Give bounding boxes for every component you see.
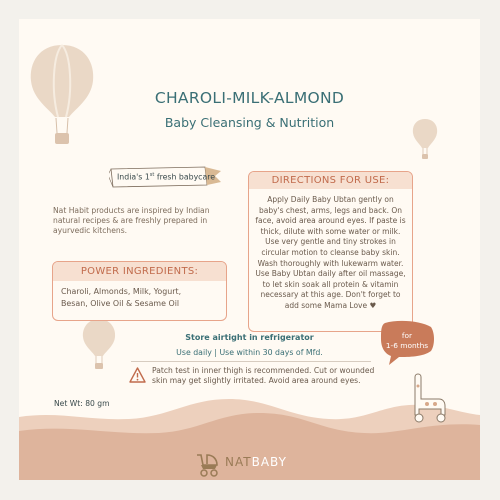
- ribbon-text: India's 1st fresh babycare: [117, 172, 216, 182]
- product-title: CHAROLI-MILK-ALMOND: [154, 89, 345, 107]
- ingredients-line: Besan, Olive Oil & Sesame Oil: [61, 299, 180, 308]
- intro-text: Nat Habit products are inspired by Indian natural recipes & are freshly prepared in ayurvedic kitchens.: [53, 206, 210, 235]
- storage-instruction: Store airtight in refrigerator: [185, 333, 314, 342]
- freshness-ribbon: [109, 165, 224, 191]
- baby-stroller-icon: [193, 451, 221, 477]
- brand-wordmark: NATBABY: [225, 455, 287, 469]
- age-badge: [379, 319, 435, 369]
- directions-box: [248, 171, 413, 332]
- divider: [131, 361, 371, 362]
- label-card: [19, 19, 480, 480]
- hot-air-balloon-icon: [81, 317, 117, 373]
- ingredients-line: Charoli, Almonds, Milk, Yogurt,: [61, 287, 182, 296]
- age-badge-line2: 1-6 months: [385, 341, 429, 350]
- brand-logo: [193, 451, 287, 477]
- power-ingredients-heading: POWER INGREDIENTS:: [53, 262, 226, 281]
- giraffe-toy-icon: [405, 371, 449, 425]
- warning-text: Patch test in inner thigh is recommended. Cut or wounded skin may get slightly irritated. Avoid area around eyes.: [152, 366, 375, 385]
- power-ingredients-box: [52, 261, 227, 321]
- age-badge-line1: for: [401, 331, 413, 340]
- product-subtitle: Baby Cleansing & Nutrition: [164, 115, 335, 130]
- directions-text: Apply Daily Baby Ubtan gently on baby's chest, arms, legs and back. On face, avoid area around eyes. If paste is thick, dilute with some water or milk. Use very gentle and tiny strokes in circular motion to cleanse baby skin. Wash thoroughly with lukewarm water. Use Baby Ubtan daily after oil massage, to let skin soak all protein & vitamin necessary at this age. Don't forget to add some Mama Love ♥: [255, 195, 406, 310]
- usage-instruction: Use daily | Use within 30 days of Mfd.: [176, 348, 323, 357]
- net-weight: Net Wt: 80 gm: [54, 399, 110, 408]
- directions-heading: DIRECTIONS FOR USE:: [249, 172, 412, 189]
